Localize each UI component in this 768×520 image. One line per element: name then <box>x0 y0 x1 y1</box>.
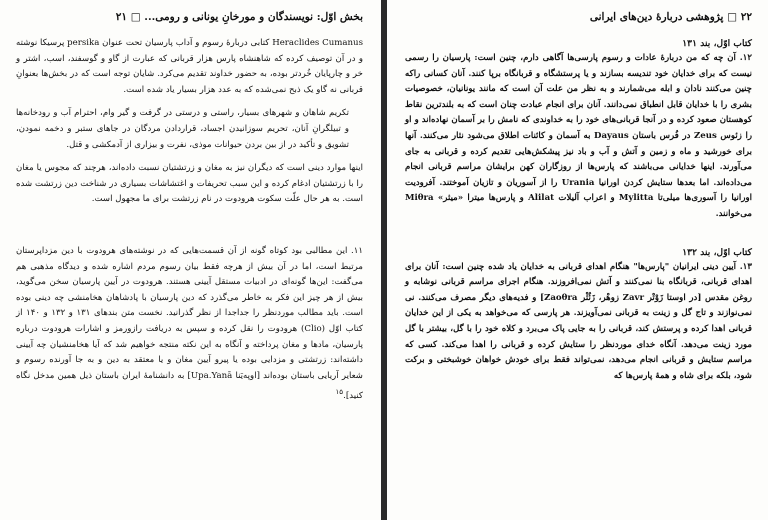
right-running-head: ۲۲ □ پژوهشی دربارهٔ دین‌های ایرانی <box>589 11 752 23</box>
section-text-132: ۱۳. آیین دینی ایرانیان "پارس‌ها" هنگام اهدای قربانی به خدایان یاد شده چنین است: آنان برای اهدای قربانی، قربانگاه بنا نمی‌کنند و آتش نمی‌افروزند. هنگام اجرای مراسم قربانی نوشابه و روغن مقدس [در اوستا زَوْتْر Zavr زوهْر، زَئُثْر Zaoθra] و فدیه‌های دیگر مصرف می‌کنند. نی نمی‌نوازند و تاج گل و زینت به قربانی نمی‌آویزند. هر پارسی که می‌خواهد به یکی از این خدایان قربانی اهدا کرده و پرستش کند، قربانی را به جایی پاک می‌برد و کلاه خود را با گل، بیشتر با گل مورد زینت می‌دهد. آنگاه خدای موردنظر را ستایش کرده و قربانی را اهدا می‌کند. کسی که مراسم ستایش و قربانی انجام می‌دهد، نمی‌تواند فقط برای خودش خواهان خوشبختی و برکت شود، بلکه برای شاه و همهٔ پارس‌ها که <box>405 261 752 381</box>
section-text-131: ۱۲. آن چه که من دربارهٔ عادات و رسوم پارسی‌ها آگاهی دارم، چنین است: پارسیان را رسمی نیست که برای خدایان خود تندیسه بسازند و یا پرستشگاه و قربانگاه برپا کنند. آنان کسانی راکه چنین می‌کنند نادان و ابله می‌شمارند و به نظر من علت آن است که مانند یونانیان، خصوصیات بشری را با خدایان قابل انطباق نمی‌دانند. آنان برای انجام عبادت چنان است که به بلندترین نقاط کوهستان صعود کرده و در آنجا قربانی‌های خود را به خداوندی که نامش را بر آسمان نهاده‌اند و او را زئوس Zeus در فُرس باستان Dayaus به آسمان و کائنات اطلاق می‌شود نثار می‌کنند. آنها برای خورشید و ماه و زمین و آتش و آب و باد نیز پیشکش‌هایی تقدیم کرده و قربانی به جای می‌آورند. اینها خدایانی می‌باشند که پارس‌ها از روزگاران کهن برایشان مراسم قربانی انجام می‌داده‌اند. اما بعدها ستایش کردن اورانیا Urania را از آسوریان و تازیان آموختند. آفرودیت اورانیا را آسوری‌ها میلی‌تا Mylitta و اعراب آلیلات Alilat و پارس‌ها میترا «میثر» Miθra می‌خوانند. <box>405 53 753 219</box>
left-page <box>0 0 381 520</box>
left-paragraph-11 <box>16 244 363 405</box>
section-heading-131: کتاب اوّل، بند ۱۳۱ <box>682 38 752 49</box>
left-paragraph-heraclides: Heraclides Cumanus کتابی دربارهٔ رسوم و آداب پارسیان تحت عنوان persika پرسیکا نوشته و در آن توصیف کرده که شاهنشاه پارس هزار قربانی که عبارت از گاو و گوسفند، اسب، اشتر و خر و چارپایان خُردتر بوده، به حضور خداوند تقدیم می‌کرد. شایان توجه است که در بخش‌ها بعنوانِ قربانی نه گاو یک ذبح نمی‌شده که به عدد هزار بسیار یاد شده است. <box>16 38 363 95</box>
footnote-mark: ۱۵ <box>335 387 344 397</box>
left-running-head: بخش اوّل: نویسندگان و مورخانِ یونانی و رومی... □ ۲۱ <box>115 11 363 23</box>
section-heading-132: کتاب اوّل، بند ۱۳۲ <box>682 246 752 258</box>
left-paragraph-herodotus-silence: اینها موارد دینی است که دیگران نیز به مغان و زرتشتیان نسبت داده‌اند، هرچند که مجوس یا مغان را با زرتشتیان ادغام کرده و این سبب تحریفات و اغتشاشات بسیاری در شناخت دین زرتشت شده است. به هر حال علّت سکوت هرودوت در نام زرتشت برای ما مجهول است. <box>16 163 363 205</box>
left-paragraph-customs-list: تکریم شاهان و شهرهای بسیار، راستی و درستی در گرفت و گیر وام، احترام آب و رودخانه‌ها و تبیلگرانِ آنان، تحریم سوزانیدن اجساد، قراردادن مردگان در جاهای ستبر و دخمه نمودن، تشویق و تأکید در از بین بردن حیوانات موذی، نفرت و بیزاری از آدمکشی و قتل. <box>16 108 349 150</box>
right-page <box>387 0 768 520</box>
left-paragraph-11-text: ۱۱. این مطالبی بود کوتاه گونه از آن قسمت‌هایی که در نوشته‌های هرودوت با دین مزداپرستان مرتبط است، اما در آن بیش از هرچه فقط بیان رسوم مردم اشاره شده و دیدگاه مذهبی هم می‌گفت: این‌ها گونه‌ای در ادبیات مستقل آیینی هستند. هرودوت در آیین پارسیان سخن می‌گوید، بیش از هر چیز این فکر به خاطر می‌گذرد که دین پارسیان با پادشاهان هخامنشی چه دینی بوده است. باید مطالب موردنظر را جداجدا از نظر گذرانید. نخست متن بندهای ۱۳۱ و ۱۳۲ و ۱۴۰ از کتاب اوّل (Clio) هرودوت را نقل کرده و سپس به دریافت رازورمز و اشارات هرودوت درباره پارسیان، مادها و مغان پرداخته و آنگاه به این نکته منتجه خواهیم شد که آیا هخامنشیان چه آیینی داشته‌اند: زرتشتی و مزدایی بوده یا پیرو آیین مغان و یا معتقد به دین و به جا آورنده رسوم و شعایر آریایی باستان بوده‌اند [او‌په‌یَنا Upa.Yanā] به دانشنامهٔ ایران باستان ذیل همین مدخل نگاه کنید]. <box>16 245 363 402</box>
